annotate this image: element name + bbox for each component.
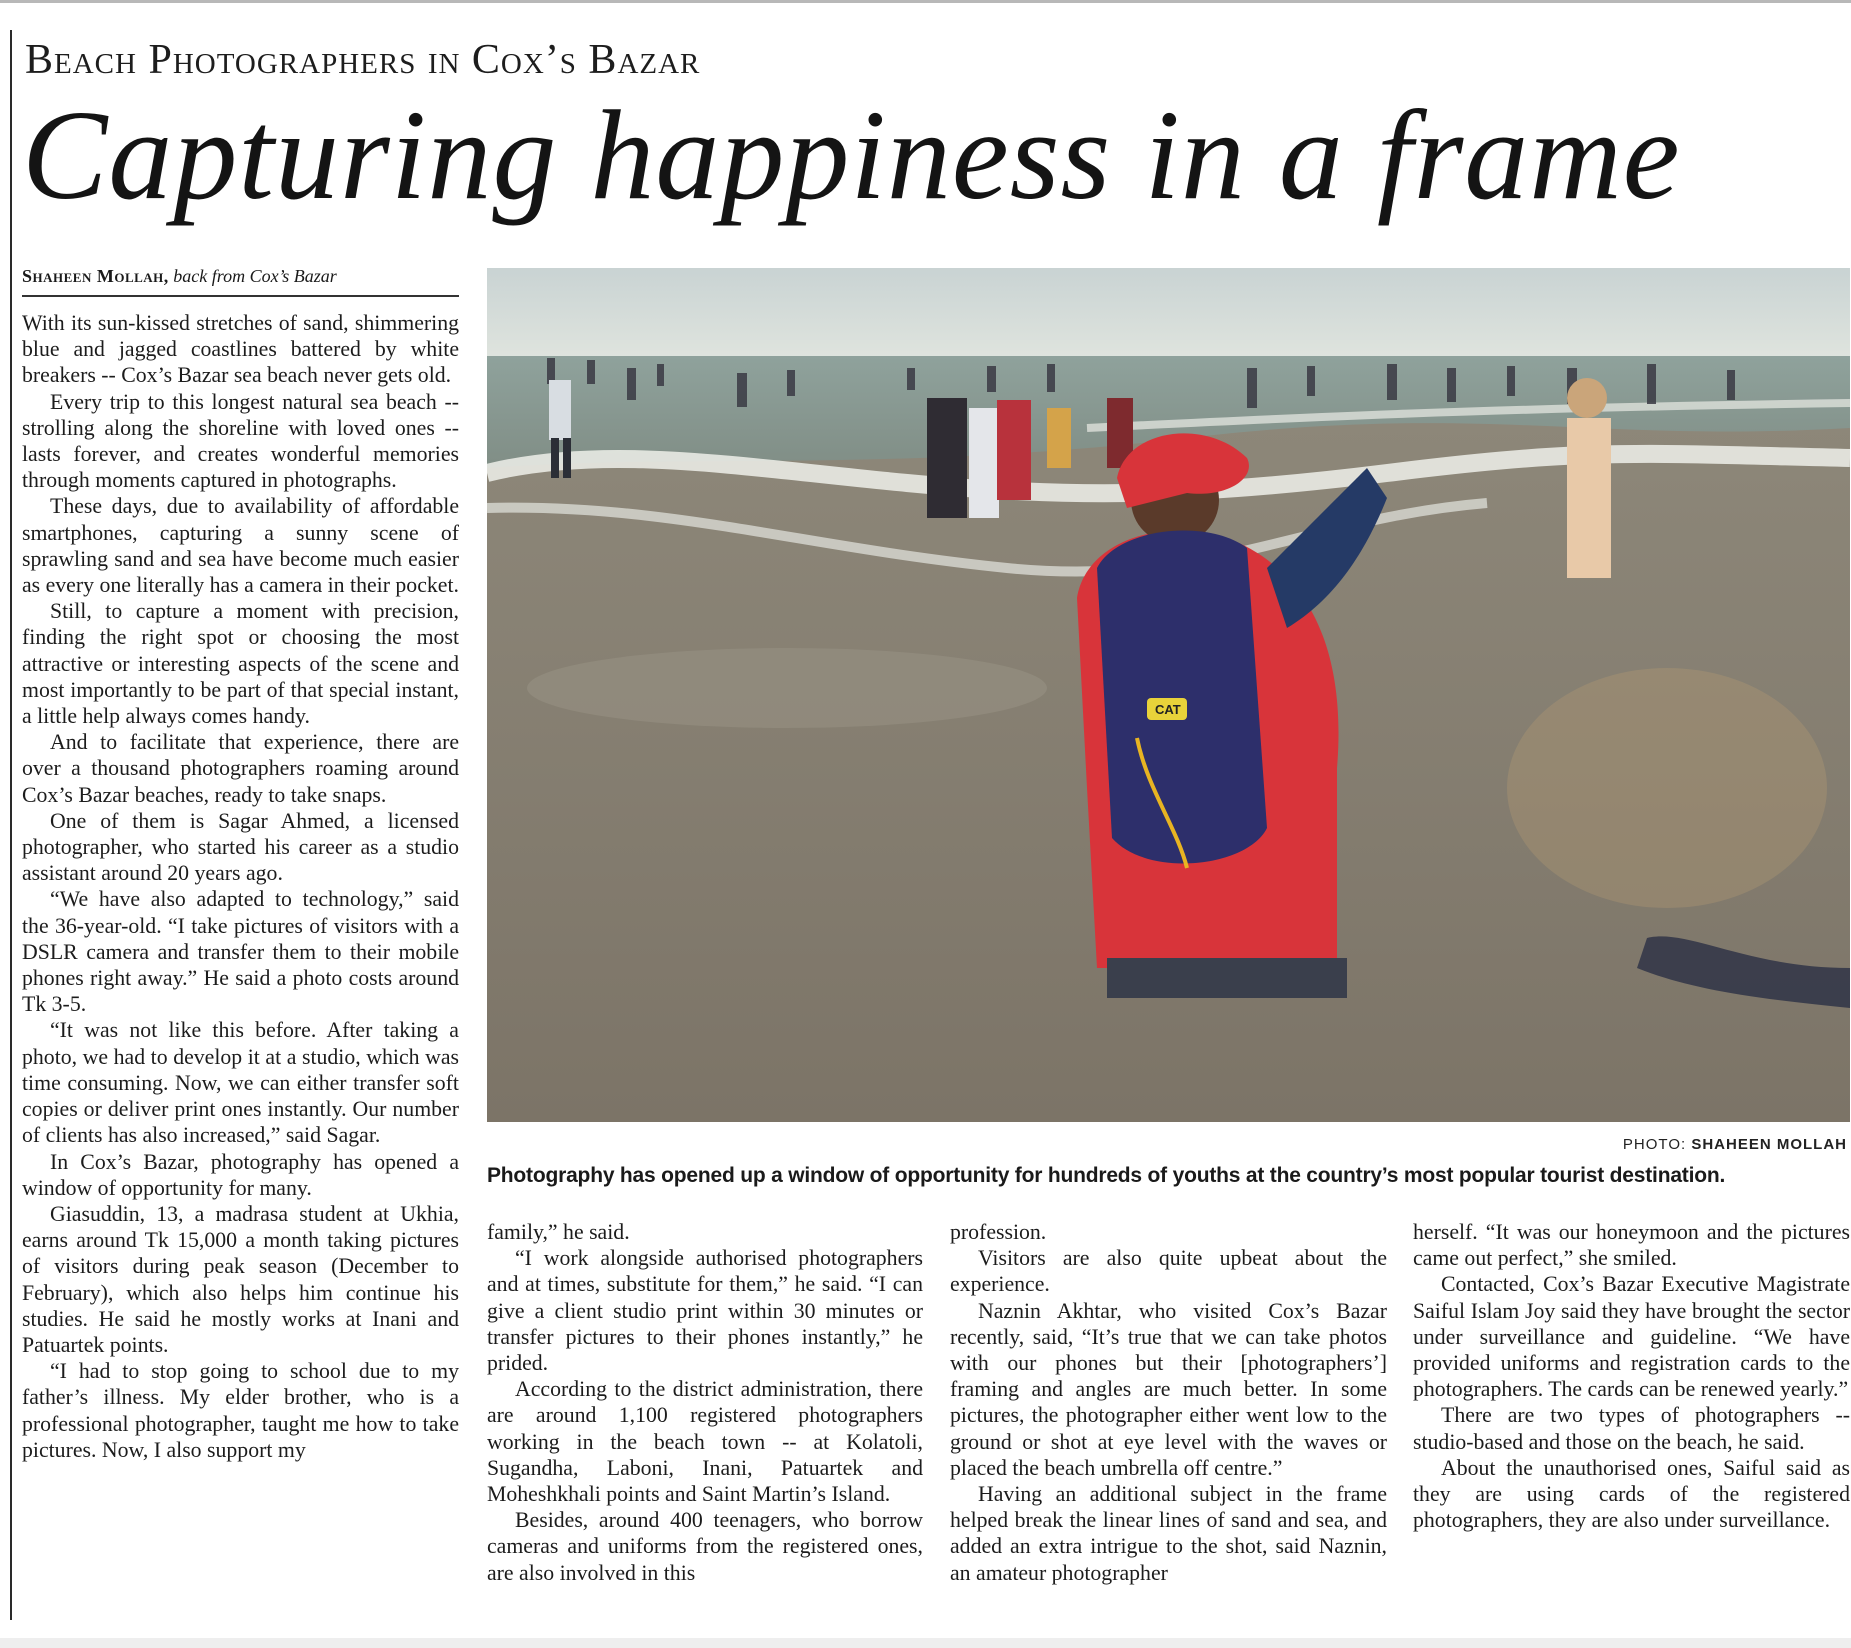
paragraph: “I had to stop going to school due to my father’s illness. My elder brother, who is a professional photographer, taught me how to take pictures. Now, I also support my	[22, 1359, 459, 1462]
byline-author: Shaheen Mollah,	[22, 266, 169, 286]
paragraph: With its sun-kissed stretches of sand, shimmering blue and jagged coastlines battered by white breakers -- Cox’s Bazar sea beach never gets old.	[22, 311, 459, 388]
article-column-2	[487, 1219, 923, 1623]
beach-photo-illustration	[487, 268, 1850, 1122]
paragraph: “I work alongside authorised photographers and at times, substitute for them,” he said. “I can give a client studio print within 30 minutes or transfer pictures to their phones instantly,” he prided.	[487, 1246, 923, 1376]
paragraph: About the unauthorised ones, Saiful said as they are using cards of the registered photographers, they are also under surveillance.	[1413, 1455, 1850, 1533]
article-column-3	[950, 1219, 1387, 1623]
paragraph: And to facilitate that experience, there are over a thousand photographers roaming around Cox’s Bazar beaches, ready to take snaps.	[22, 730, 459, 807]
paragraph: “It was not like this before. After taking a photo, we had to develop it at a studio, which was time consuming. Now, we can either transfer soft copies or deliver print ones instantly. Our number of clients has also increased,” said Sagar.	[22, 1018, 459, 1148]
paragraph: Having an additional subject in the frame helped break the linear lines of sand and sea, and added an extra intrigue to the shot, said Naznin, an amateur photographer	[950, 1482, 1387, 1585]
paragraph: There are two types of photographers -- studio-based and those on the beach, he said.	[1413, 1403, 1850, 1454]
paragraph: Every trip to this longest natural sea beach -- strolling along the shoreline with loved ones -- lasts forever, and creates wonderful memories through moments captured in photographs.	[22, 389, 459, 493]
article-kicker: Beach Photographers in Cox’s Bazar	[25, 37, 701, 83]
paragraph: In Cox’s Bazar, photography has opened a window of opportunity for many.	[22, 1149, 459, 1200]
paragraph: profession.	[950, 1220, 1047, 1244]
paragraph: family,” he said.	[487, 1220, 630, 1244]
column-rule	[10, 30, 12, 1620]
article-photo	[487, 268, 1850, 1122]
article-column-4	[1413, 1219, 1850, 1623]
paragraph: Naznin Akhtar, who visited Cox’s Bazar recently, said, “It’s true that we can take photos with our phones but their [photographers’] framing and angles are much better. In some pictures, the photographer either went low to the ground or shot at eye level with the waves or placed the beach umbrella off centre.”	[950, 1298, 1387, 1480]
paragraph: These days, due to availability of affordable smartphones, capturing a sunny scene of sprawling sand and sea have become much easier as every one literally has a camera in their pocket.	[22, 494, 459, 598]
top-rule	[0, 0, 1851, 3]
page-bottom-band	[0, 1638, 1851, 1648]
paragraph: “We have also adapted to technology,” said the 36-year-old. “I take pictures of visitors with a DSLR camera and transfer them to their mobile phones right away.” He said a photo costs around Tk 3-5.	[22, 887, 459, 1017]
paragraph: Contacted, Cox’s Bazar Executive Magistrate Saiful Islam Joy said they have brought the sector under surveillance and guideline. “We have provided uniforms and registration cards to the photographers. The cards can be renewed yearly.”	[1413, 1272, 1850, 1402]
paragraph: Besides, around 400 teenagers, who borrow cameras and uniforms from the registered ones, are also involved in this	[487, 1508, 923, 1585]
byline-location: back from Cox’s Bazar	[173, 266, 337, 286]
svg-text:CAT: CAT	[1155, 702, 1181, 717]
byline	[22, 266, 459, 297]
photo-credit	[1623, 1136, 1847, 1153]
paragraph: Visitors are also quite upbeat about the experience.	[950, 1246, 1387, 1297]
photo-credit-label: PHOTO:	[1622, 1136, 1687, 1153]
paragraph: Giasuddin, 13, a madrasa student at Ukhia, earns around Tk 15,000 a month taking pictures of visitors during peak season (December to February), which also helps him continue his studies. He said he mostly works at Inani and Patuartek points.	[22, 1201, 459, 1357]
article-headline: Capturing happiness in a frame	[22, 84, 1681, 226]
article-column-1	[22, 310, 459, 1622]
paragraph: One of them is Sagar Ahmed, a licensed photographer, who started his career as a studio assistant around 20 years ago.	[22, 808, 459, 886]
photo-credit-name: SHAHEEN MOLLAH	[1691, 1136, 1847, 1153]
paragraph: Still, to capture a moment with precision, finding the right spot or choosing the most attractive or interesting aspects of the scene and most importantly to be part of that special instant, a little help always comes handy.	[22, 599, 459, 729]
paragraph: According to the district administration, there are around 1,100 registered photographers working in the beach town -- at Kolatoli, Sugandha, Laboni, Inani, Patuartek and Moheshkhali points and Saint Martin’s Island.	[487, 1377, 923, 1507]
photo-caption: Photography has opened up a window of opportunity for hundreds of youths at the country’s most popular tourist destination.	[487, 1164, 1726, 1187]
paragraph: herself. “It was our honeymoon and the pictures came out perfect,” she smiled.	[1413, 1220, 1850, 1271]
